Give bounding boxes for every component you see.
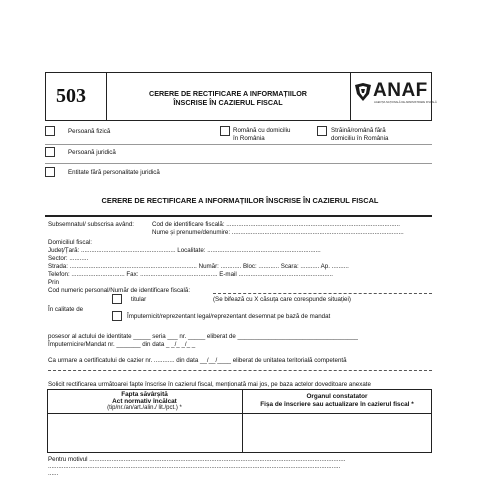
label-persoana-juridica: Persoană juridică: [68, 149, 116, 156]
divider-fizica: [45, 144, 432, 145]
label-in-calitate: În calitate de: [48, 306, 84, 313]
label-prin: Prin: [48, 279, 60, 286]
logo-text: ANAF: [373, 80, 428, 101]
label-persoana-fizica: Persoană fizică: [68, 128, 111, 135]
label-cnp: Cod numeric personal/Număr de identificare fiscală:: [48, 287, 191, 294]
label-straina-line2: domiciliu în România: [331, 135, 389, 142]
anaf-logo: [354, 80, 437, 110]
field-ca-urmare[interactable]: Ca urmare a certificatului de cazier nr. ............ din data __/__/____ eliberat de unitatea teritorială competentă: [48, 357, 347, 364]
field-judet-localitate[interactable]: Județ/Țară: ....................................................... Localitate: ..................................................................: [48, 247, 321, 254]
header-divider-right: [350, 72, 351, 121]
field-sector[interactable]: Sector: ...........: [48, 255, 89, 262]
checkbox-persoana-fizica[interactable]: [45, 126, 55, 136]
logo-subtext: AGENȚIA NAȚIONALĂ DE ADMINISTRARE FISCALĂ: [374, 101, 437, 104]
label-subsemnatul: Subsemnatul/ subscrisa având:: [48, 221, 134, 228]
header-title-line2: ÎNSCRISE ÎN CAZIERUL FISCAL: [173, 98, 283, 107]
field-motiv-dots-short[interactable]: ......: [48, 470, 59, 477]
anaf-emblem-icon: [354, 82, 372, 102]
table-col2-line1: Organul constatator: [306, 393, 368, 400]
label-bifeaza: (Se bifează cu X căsuța care corespunde situației): [213, 296, 351, 303]
label-solicit: Solicit rectificarea următoarei fapte înscrise în cazierul fiscal, menționată mai jos, pe baza actelor doveditoare anexate: [48, 381, 371, 388]
table-cell-organ[interactable]: [243, 414, 431, 452]
label-entitate: Entitate fără personalitate juridică: [68, 169, 160, 176]
label-romana-line1: Română cu domiciliu: [233, 127, 291, 134]
checkbox-persoana-juridica[interactable]: [45, 147, 55, 157]
field-nume[interactable]: Nume și prenume/denumire: ....................................................................................................: [152, 229, 404, 236]
section-top-rule: [45, 215, 432, 217]
checkbox-entitate[interactable]: [45, 167, 55, 177]
ca-urmare-dash-line[interactable]: [48, 370, 432, 371]
table-col1-line3: (tip/nr./an/art./alin./ lit./pct.) *: [107, 405, 182, 411]
table-col1-line1: Fapta săvârșită: [121, 391, 168, 398]
label-titular: titular: [131, 296, 147, 303]
field-pentru-motivul[interactable]: Pentru motivul .....................................................................................................................................................: [48, 456, 346, 463]
field-imputernicire[interactable]: Împuternicire/Mandat nr. _______ din data _ _/_ _/_ _: [48, 341, 196, 348]
divider-juridica: [45, 163, 432, 164]
label-domiciliul: Domiciliul fiscal:: [48, 239, 93, 246]
cnp-dash-line[interactable]: [213, 293, 432, 294]
label-straina-line1: Străină/română fără: [331, 127, 386, 134]
table-col2-line2: Fișa de înscriere sau actualizare în cazierul fiscal *: [260, 401, 414, 408]
field-motiv-dots[interactable]: ..........................................................................................................................................................................: [48, 463, 341, 470]
header-title-line1: CERERE DE RECTIFICARE A INFORMAȚIILOR: [149, 89, 307, 98]
field-strada[interactable]: Strada: .......................................................................... Număr: ............ Bloc: ............ Scara: ........... Ap. ..........: [48, 263, 349, 270]
checkbox-titular[interactable]: [112, 294, 122, 304]
table-cell-fapta[interactable]: [48, 414, 241, 452]
form-number: 503: [56, 85, 86, 107]
section-title: CERERE DE RECTIFICARE A INFORMAȚIILOR ÎNSCRISE ÎN CAZIERUL FISCAL: [101, 196, 379, 205]
checkbox-imputernicit[interactable]: [112, 311, 122, 321]
label-imputernicit: Împuternicit/reprezentant legal/reprezentant desemnat pe bază de mandat: [127, 313, 331, 320]
table-col1-line2: Act normativ încălcat: [112, 398, 177, 405]
field-telefon[interactable]: Telefon: ............................... Fax: ............................................. E-mail .......................................................: [48, 271, 334, 278]
checkbox-romana[interactable]: [220, 126, 230, 136]
label-romana-line2: în România: [233, 135, 265, 142]
checkbox-straina[interactable]: [317, 126, 327, 136]
field-cod-fiscal[interactable]: Cod de identificare fiscală: .....................................................................................................: [152, 221, 400, 228]
field-posesor[interactable]: posesor al actului de identitate _____ seria ___ nr. _____ eliberat de ___________________________________: [48, 333, 358, 340]
